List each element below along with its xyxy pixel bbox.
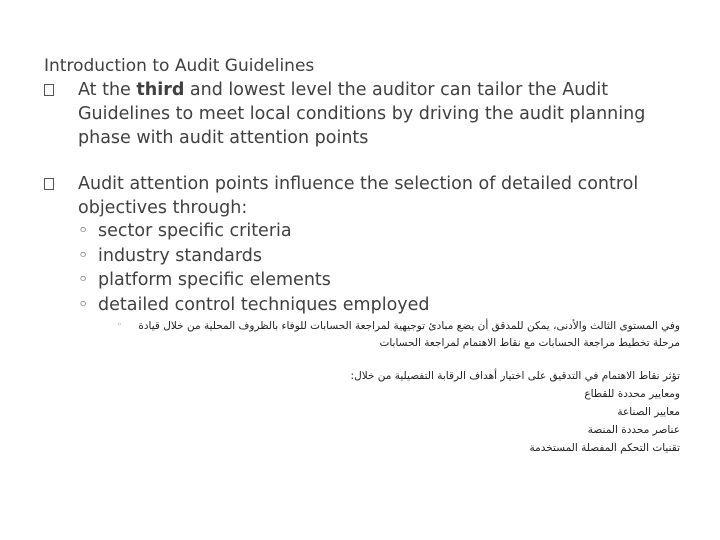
arabic-line: تؤثر نقاط الاهتمام في التدقيق على اختيار أهداف الرقابة التفصيلية من خلال: xyxy=(350,370,680,382)
circle-bullet-icon: ◦ xyxy=(78,270,89,290)
bullet-1 xyxy=(44,78,684,150)
square-bullet-icon xyxy=(44,84,54,96)
arabic-line: عناصر محددة المنصة xyxy=(587,424,680,436)
circle-bullet-icon: ◦ xyxy=(78,221,89,241)
sub-item: ◦ detailed control techniques employed xyxy=(78,295,430,315)
small-bullet-icon: ◦ xyxy=(117,320,122,329)
arabic-line: معايير الصناعة xyxy=(617,406,680,418)
square-bullet-icon xyxy=(44,178,54,190)
circle-bullet-icon: ◦ xyxy=(78,295,89,315)
sub-item: ◦ platform specific elements xyxy=(78,270,331,290)
bold-word: third xyxy=(136,80,185,100)
bullet-2 xyxy=(44,172,684,220)
bullet-1-text: At the third and lowest level the auditor can tailor the Audit Guidelines to meet local conditions by driving the audit planning phase with audit attention points xyxy=(78,80,646,148)
sub-item: ◦ sector specific criteria xyxy=(78,221,292,241)
circle-bullet-icon: ◦ xyxy=(78,246,89,266)
arabic-line: وفي المستوى الثالث والأدنى، يمكن للمدقق أن يضع مبادئ توجيهية لمراجعة الحسابات للوفاء بالظروف المحلية من خلال قيادة xyxy=(138,320,680,332)
arabic-line: مرحلة تخطيط مراجعة الحسابات مع نقاط الاهتمام لمراجعة الحسابات xyxy=(379,337,680,349)
slide-title: Introduction to Audit Guidelines xyxy=(44,56,315,76)
sub-item: ◦ industry standards xyxy=(78,246,262,266)
arabic-line: ومعايير محددة للقطاع xyxy=(584,388,680,400)
arabic-line: تقنيات التحكم المفصلة المستخدمة xyxy=(529,442,680,454)
bullet-2-text: Audit attention points influence the selection of detailed control objectives through: xyxy=(78,174,639,218)
